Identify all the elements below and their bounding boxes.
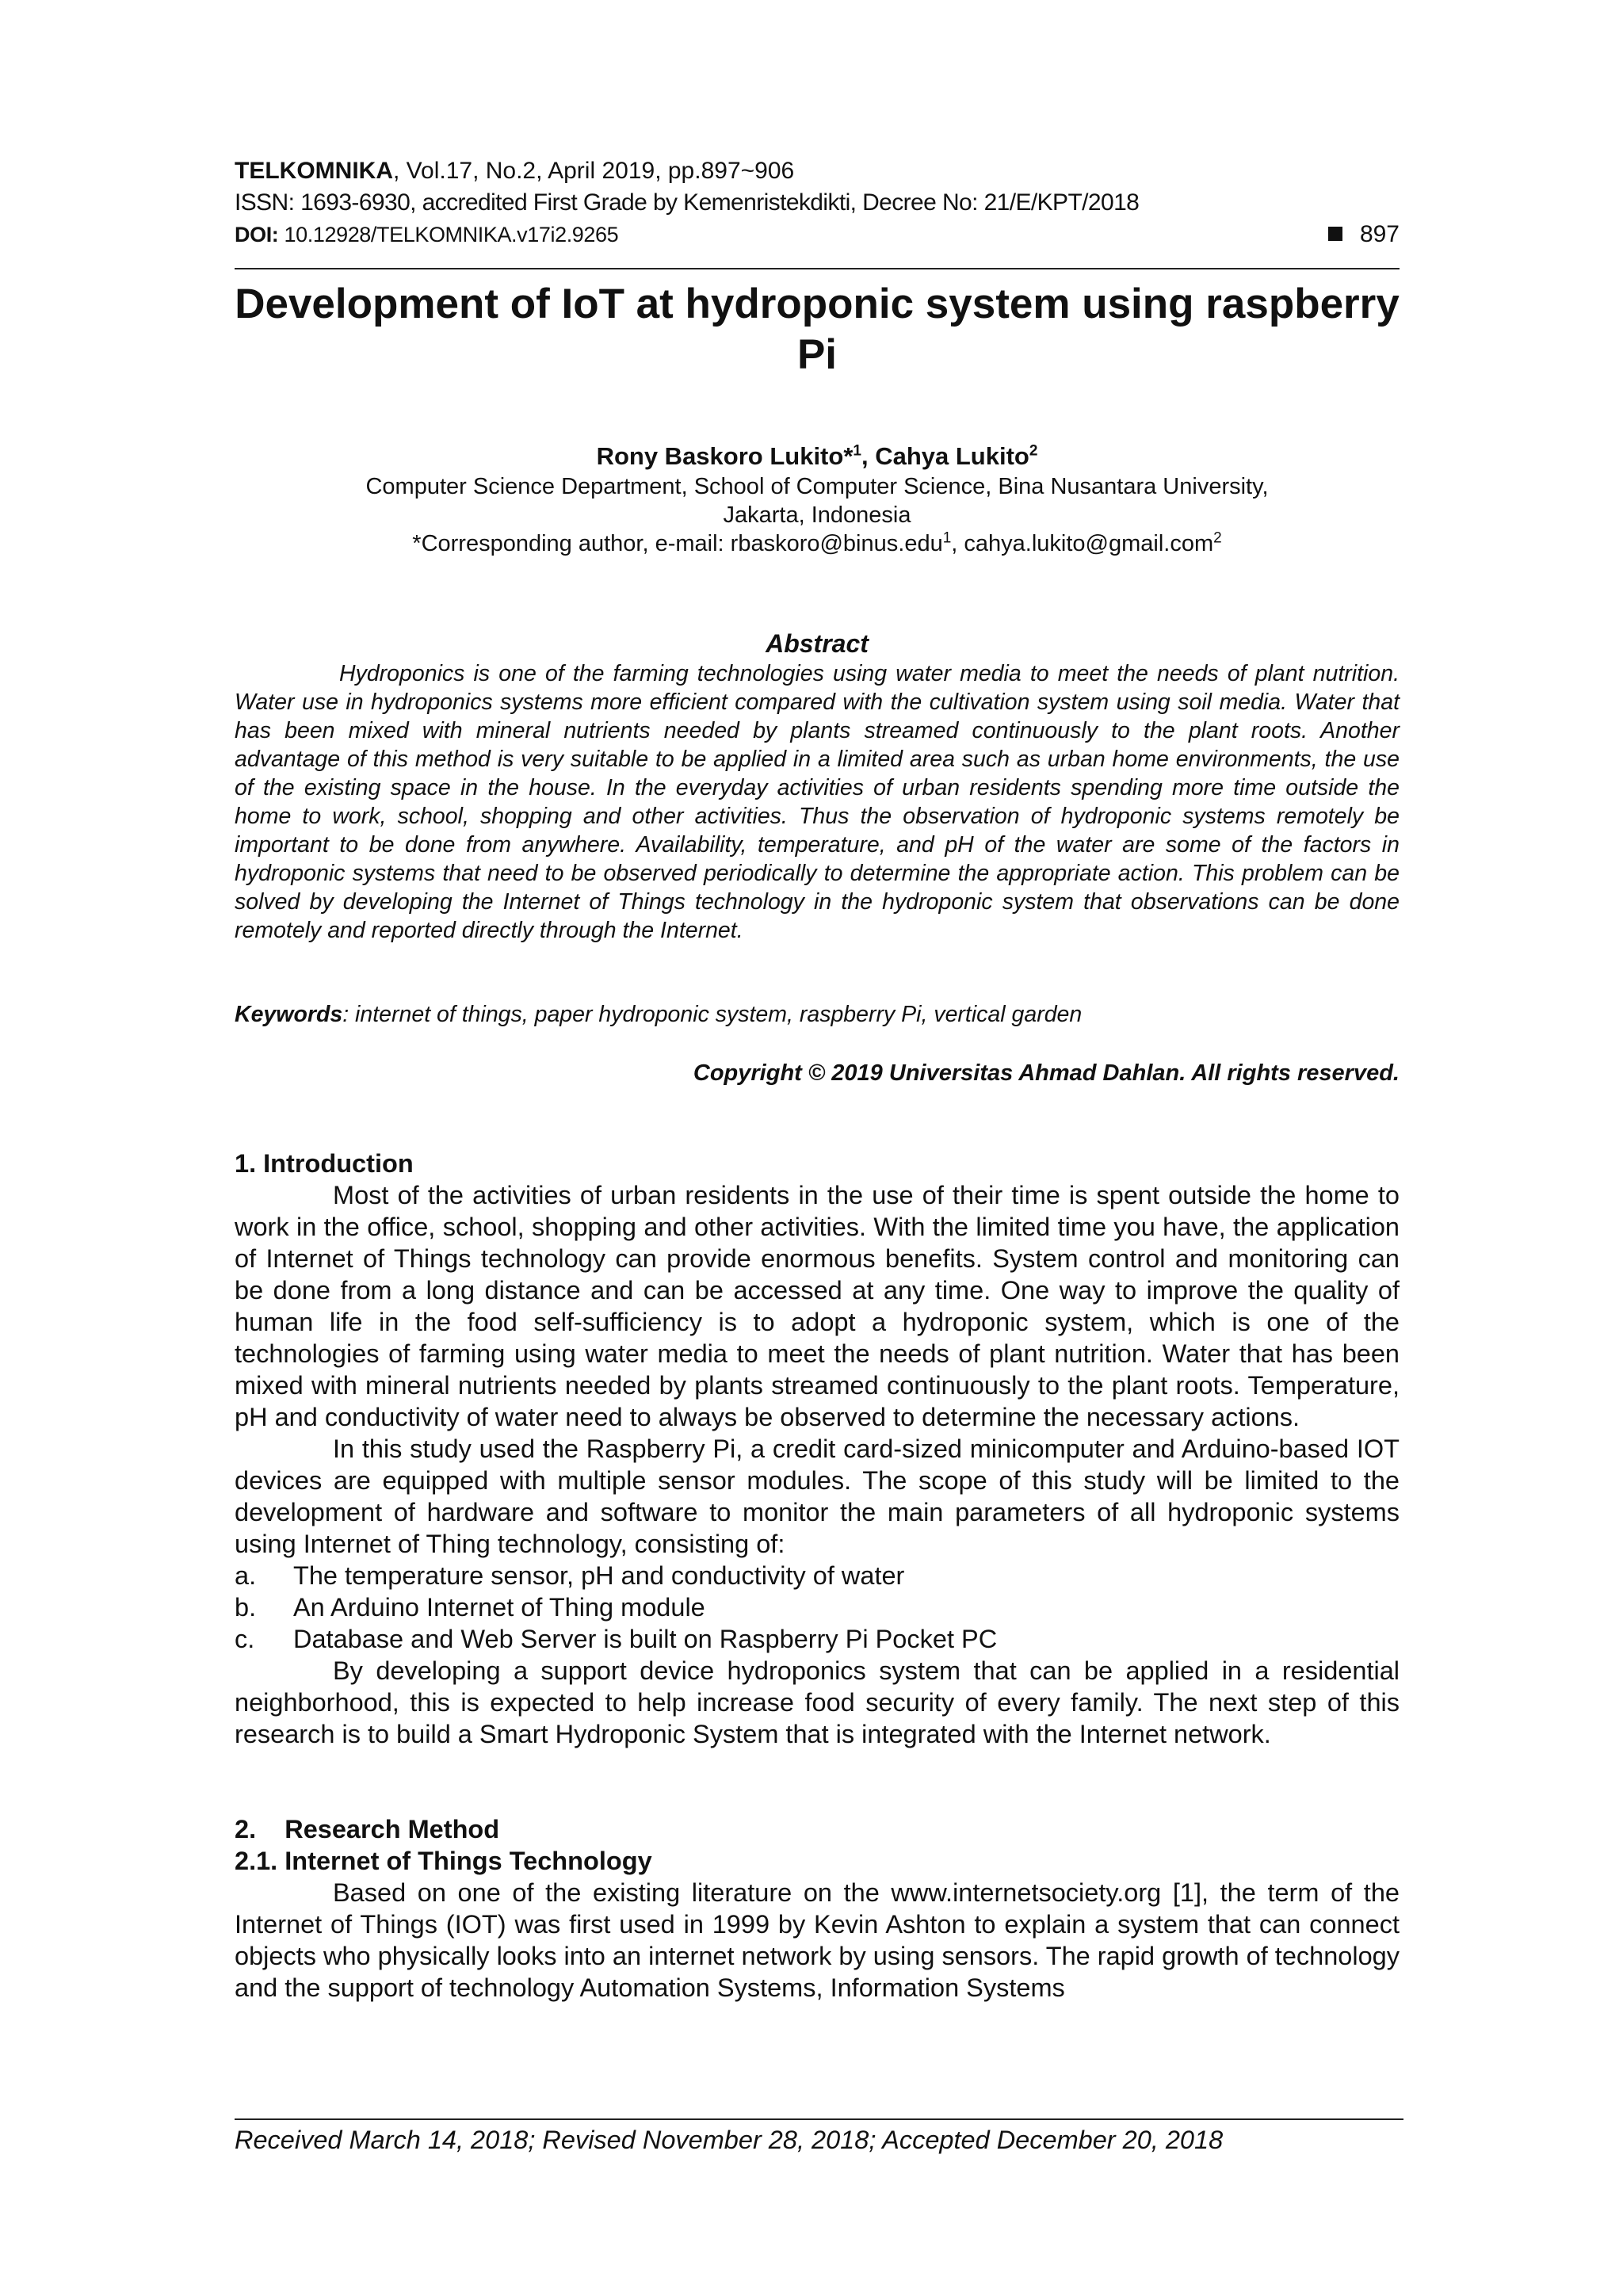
list-item-text: Database and Web Server is built on Raspberry Pi Pocket PC bbox=[293, 1625, 998, 1653]
section-spacer bbox=[235, 1750, 1400, 1813]
list-marker: c. bbox=[235, 1625, 255, 1653]
footer-rule bbox=[235, 2118, 1403, 2120]
copyright-notice: Copyright © 2019 Universitas Ahmad Dahlan. All rights reserved. bbox=[693, 1060, 1400, 1086]
intro-paragraph-3: By developing a support device hydroponics system that can be applied in a residential neighborhood, this is expected to help increase food security of every family. The next step of this research is to build a Smart Hydroponic System that is integrated with the Internet network. bbox=[235, 1656, 1400, 1748]
author-separator: , bbox=[861, 442, 876, 470]
abstract-heading: Abstract bbox=[766, 629, 869, 658]
keywords-label: Keywords bbox=[235, 1002, 343, 1027]
journal-header bbox=[235, 155, 1400, 250]
page-number-text: 897 bbox=[1359, 221, 1400, 247]
author-2-affil: 2 bbox=[1029, 442, 1038, 460]
doi-line bbox=[235, 219, 1400, 250]
list-item bbox=[235, 1591, 1400, 1623]
list-item bbox=[235, 1623, 1400, 1655]
email-prefix: *Corresponding author, e-mail: rbaskoro@binus.edu bbox=[412, 531, 943, 556]
affiliation-line-1: Computer Science Department, School of Computer Science, Bina Nusantara University, bbox=[365, 474, 1269, 499]
corresponding-email bbox=[235, 529, 1400, 558]
received-dates: Received March 14, 2018; Revised November 28, 2018; Accepted December 20, 2018 bbox=[235, 2126, 1224, 2154]
keywords-text: : internet of things, paper hydroponic system, raspberry Pi, vertical garden bbox=[342, 1002, 1083, 1027]
intro-paragraph-2: In this study used the Raspberry Pi, a credit card-sized minicomputer and Arduino-based IOT devices are equipped with multiple sensor modules. The scope of this study will be limited to the development of hardware and software to monitor the main parameters of all hydroponic systems using Internet of Thing technology, consisting of: bbox=[235, 1435, 1400, 1558]
issn-line bbox=[235, 187, 1400, 219]
email-mid: , cahya.lukito@gmail.com bbox=[951, 531, 1214, 556]
journal-line bbox=[235, 155, 1400, 187]
list-item bbox=[235, 1560, 1400, 1591]
doi-value: 10.12928/TELKOMNIKA.v17i2.9265 bbox=[278, 223, 619, 246]
author-block bbox=[235, 441, 1400, 558]
abstract-text: Hydroponics is one of the farming technologies using water media to meet the needs of plant nutrition. Water use in hydroponics systems more efficient compared with the cultivation system using soil media. Water that has been mixed with mineral nutrients needed by plants streamed continuously to the plant roots. Another advantage of this method is very suitable to be applied in a limited area such as urban home environments, the use of the existing space in the house. In the everyday activities of urban residents spending more time outside the home to work, school, shopping and other activities. Thus the observation of hydroponic systems remotely be important to be done from anywhere. Availability, temperature, and pH of the water are some of the factors in hydroponic systems that need to be observed periodically to determine the appropriate action. This problem can be solved by developing the Internet of Things technology in the hydroponic system that observations can be done remotely and reported directly through the Internet. bbox=[235, 661, 1400, 943]
accreditation: accredited First Grade by Kemenristekdikti, Decree No: 21/E/KPT/2018 bbox=[415, 189, 1140, 216]
issn: ISSN: 1693-6930, bbox=[235, 189, 416, 216]
section-heading-method: 2. Research Method bbox=[235, 1815, 500, 1843]
author-names bbox=[235, 441, 1400, 472]
paper-title: Development of IoT at hydroponic system using raspberry Pi bbox=[235, 281, 1400, 378]
affiliation-line-2: Jakarta, Indonesia bbox=[723, 502, 911, 528]
scope-list bbox=[235, 1560, 1400, 1655]
list-item-text: An Arduino Internet of Thing module bbox=[293, 1593, 705, 1622]
body-text bbox=[235, 1148, 1400, 2004]
author-1: Rony Baskoro Lukito* bbox=[596, 442, 854, 470]
header-rule bbox=[235, 268, 1400, 269]
doi-label: DOI: bbox=[235, 223, 279, 246]
subsection-heading-iot: 2.1. Internet of Things Technology bbox=[235, 1847, 652, 1875]
journal-name: TELKOMNIKA bbox=[235, 158, 393, 184]
list-item-text: The temperature sensor, pH and conductivity of water bbox=[293, 1561, 905, 1590]
email-sup-1: 1 bbox=[942, 529, 952, 547]
email-sup-2: 2 bbox=[1213, 529, 1222, 547]
method-paragraph-1: Based on one of the existing literature on the www.internetsociety.org [1], the term of the Internet of Things (IOT) was first used in 1999 by Kevin Ashton to explain a system that can connect objects who physically looks into an internet network by using sensors. The rapid growth of technology and the support of technology Automation Systems, Information Systems bbox=[235, 1878, 1400, 2002]
section-heading-introduction: 1. Introduction bbox=[235, 1149, 414, 1178]
author-2: Cahya Lukito bbox=[875, 442, 1029, 470]
journal-volume: , Vol.17, No.2, April 2019, pp.897~906 bbox=[392, 158, 795, 184]
author-1-affil: 1 bbox=[853, 442, 861, 460]
intro-paragraph-1: Most of the activities of urban residents in the use of their time is spent outside the home to work in the office, school, shopping and other activities. With the limited time you have, the application of Internet of Things technology can provide enormous benefits. System control and monitoring can be done from a long distance and can be accessed at any time. One way to improve the quality of human life in the food self-sufficiency is to adopt a hydroponic system, which is one of the technologies of farming using water media to meet the needs of plant nutrition. Water that has been mixed with mineral nutrients needed by plants streamed continuously to the plant roots. Temperature, pH and conductivity of water need to always be observed to determine the necessary actions. bbox=[235, 1181, 1400, 1431]
list-marker: b. bbox=[235, 1593, 257, 1622]
square-bullet-icon bbox=[1328, 227, 1342, 241]
page-number bbox=[1328, 219, 1400, 250]
keywords bbox=[235, 1000, 1400, 1029]
list-marker: a. bbox=[235, 1561, 257, 1590]
